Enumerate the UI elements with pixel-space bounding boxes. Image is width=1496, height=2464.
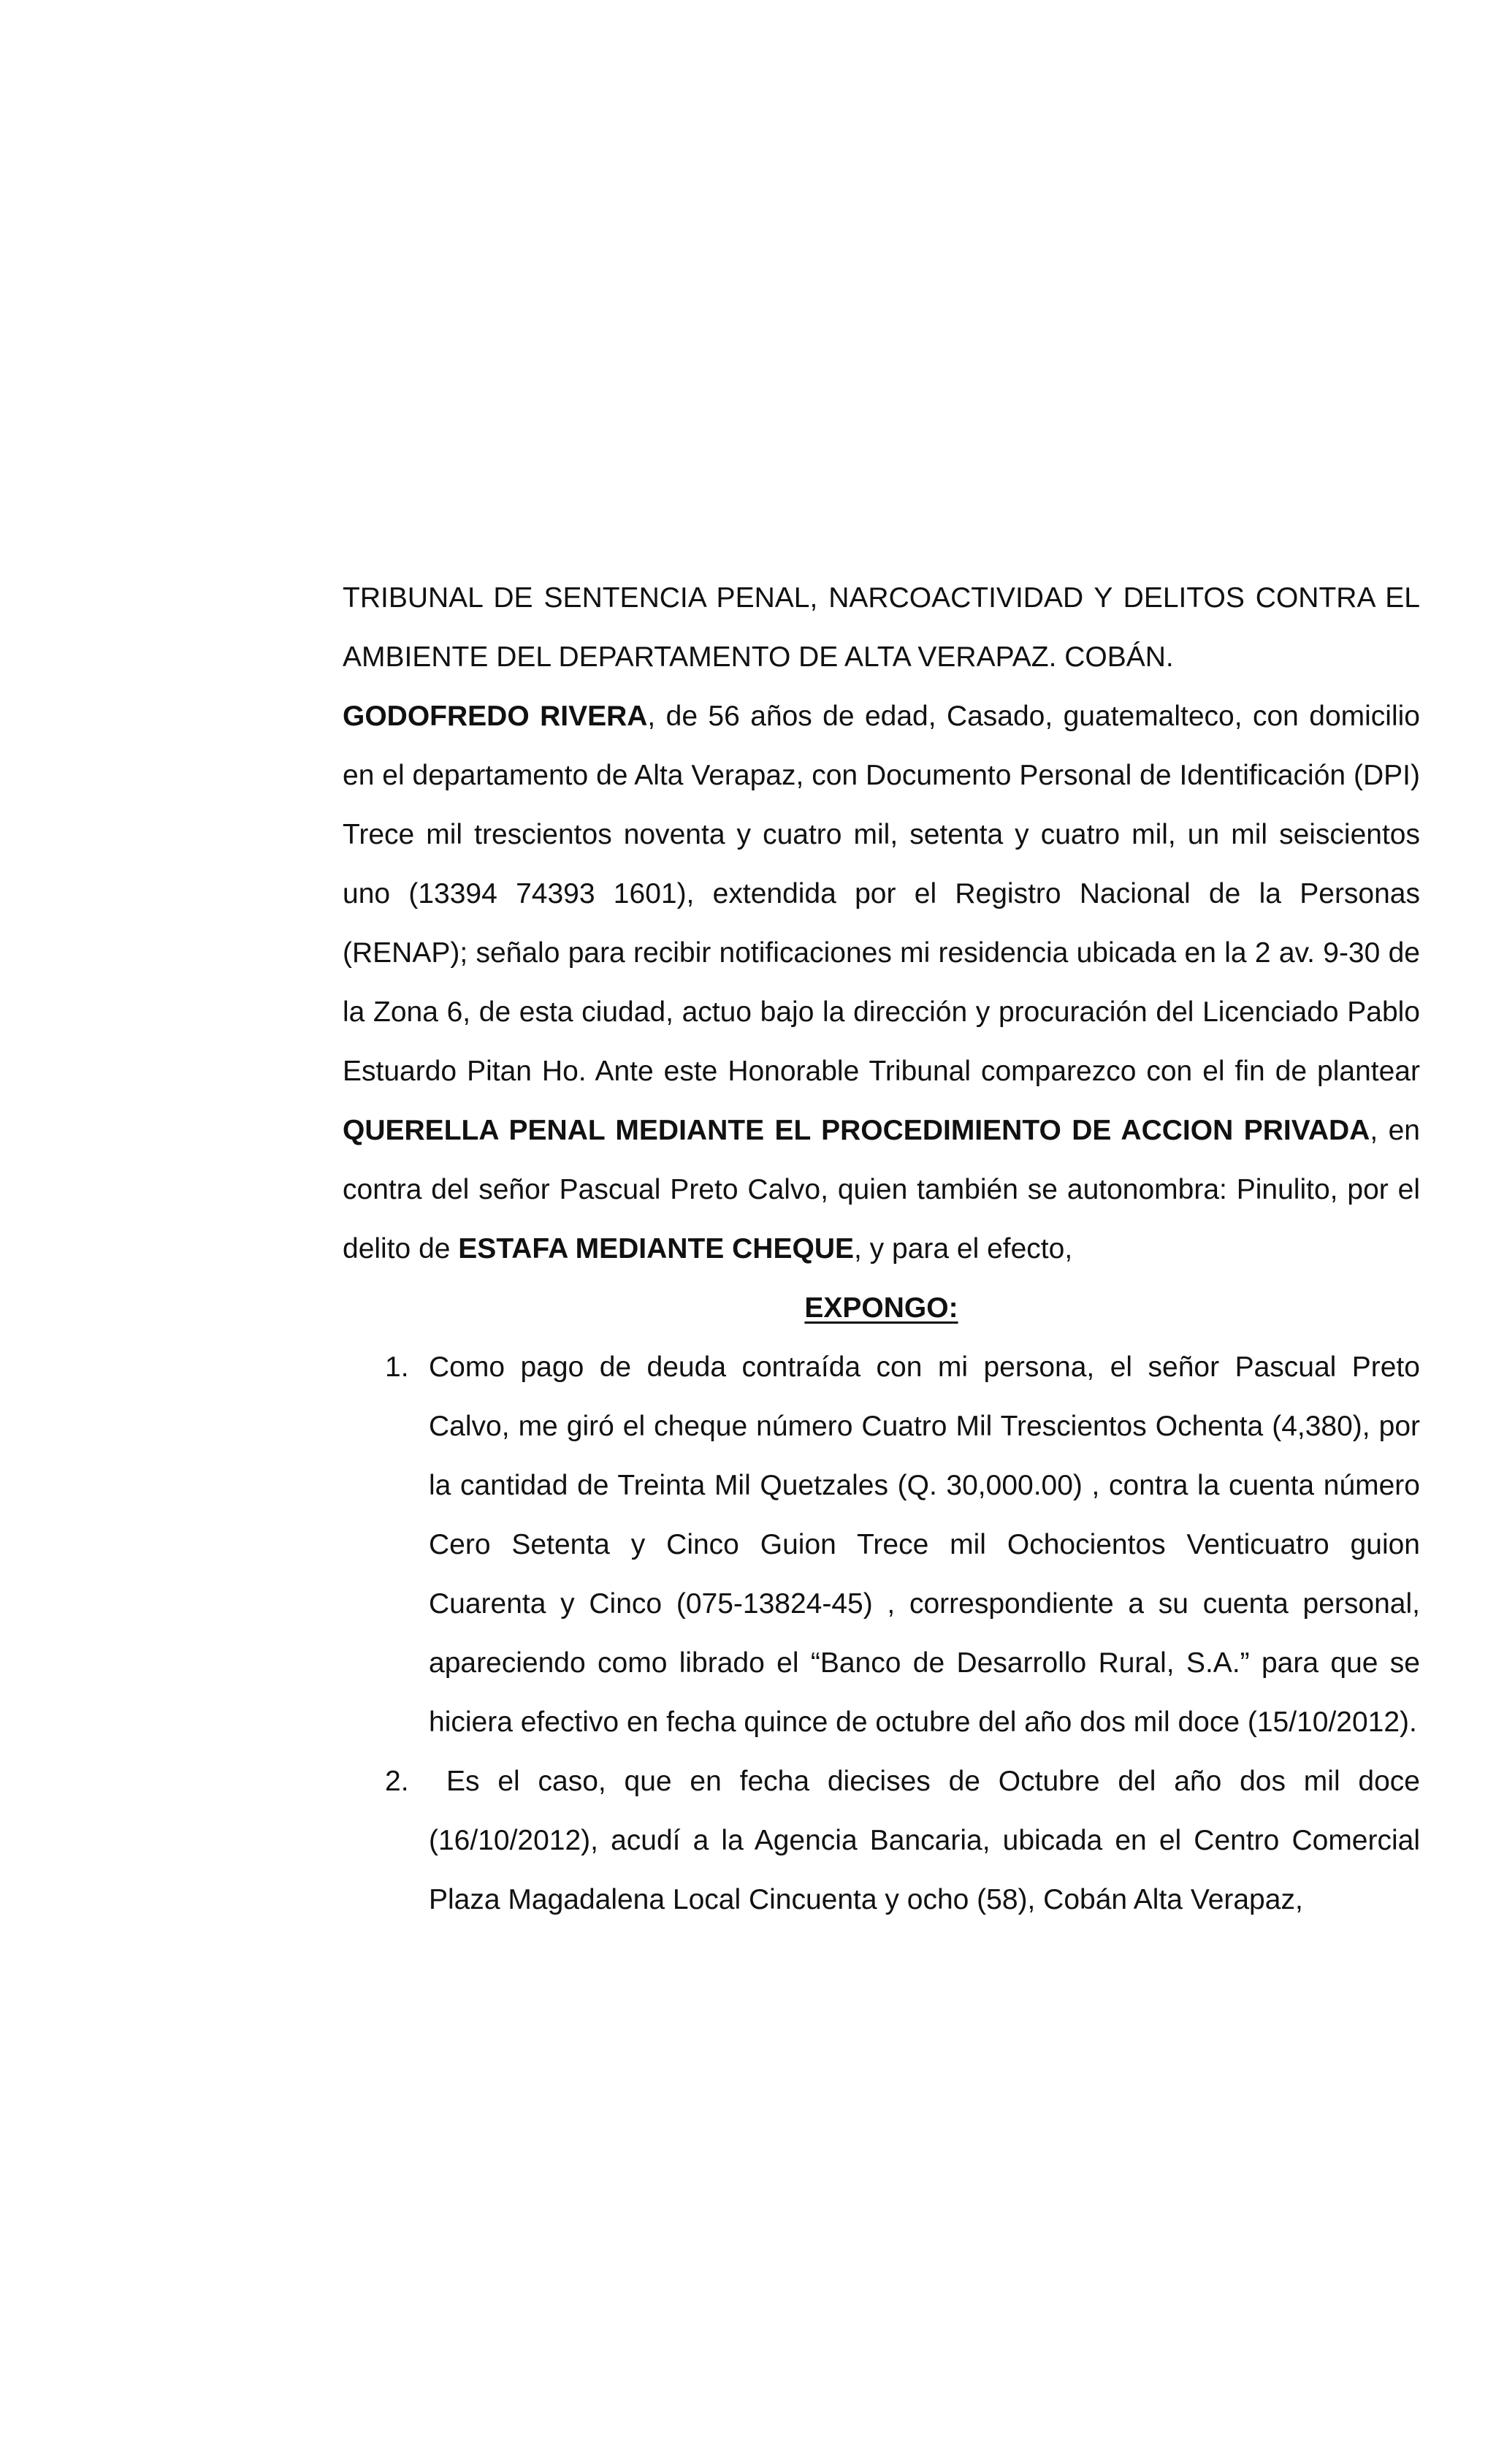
intro-paragraph [343,687,1420,1278]
facts-list [343,1338,1420,1929]
court-header-text: TRIBUNAL DE SENTENCIA PENAL, NARCOACTIVIDAD Y DELITOS CONTRA EL AMBIENTE DEL DEPARTAMENTO DE ALTA VERAPAZ. COBÁN. [343,582,1420,673]
list-item-text: Es el caso, que en fecha diecises de Octubre del año dos mil doce (16/10/2012), acudí a la Agencia Bancaria, ubicada en el Centro Comercial Plaza Magadalena Local Cincuenta y ocho (58), Cobán Alta Verapaz, [429,1766,1420,1915]
section-heading: EXPONGO: [804,1292,958,1324]
list-item-text: Como pago de deuda contraída con mi persona, el señor Pascual Preto Calvo, me giró el cheque número Cuatro Mil Trescientos Ochenta (4,380), por la cantidad de Treinta Mil Quetzales (Q. 30,000.00) , contra la cuenta número Cero Setenta y Cinco Guion Trece mil Ochocientos Venticuatro guion Cuarenta y Cinco (075-13824-45) , correspondiente a su cuenta personal, apareciendo como librado el “Banco de Desarrollo Rural, S.A.” para que se hiciera efectivo en fecha quince de octubre del año dos mil doce (15/10/2012). [429,1351,1420,1738]
plaintiff-name: GODOFREDO RIVERA [343,701,648,732]
document-body [343,568,1420,1929]
list-item [343,1752,1420,1929]
list-item-number: 2. [385,1766,409,1797]
list-item-number: 1. [385,1351,409,1383]
intro-text-2: , en contra del señor Pascual Preto Calvo, quien también se autonombra: Pinulito, por el delito de [343,1115,1420,1265]
intro-text-3: , y para el efecto, [854,1233,1073,1265]
court-header [343,568,1420,687]
action-title: QUERELLA PENAL MEDIANTE EL PROCEDIMIENTO DE ACCION PRIVADA [343,1115,1370,1146]
intro-text-1: , de 56 años de edad, Casado, guatemalteco, con domicilio en el departamento de Alta Verapaz, con Documento Personal de Identificación (DPI) Trece mil trescientos noventa y cuatro mil, setenta y cuatro mil, un mil seiscientos uno (13394 74393 1601), extendida por el Registro Nacional de la Personas (RENAP); señalo para recibir notificaciones mi residencia ubicada en la 2 av. 9-30 de la Zona 6, de esta ciudad, actuo bajo la dirección y procuración del Licenciado Pablo Estuardo Pitan Ho. Ante este Honorable Tribunal comparezco con el fin de plantear [343,701,1420,1087]
list-item [343,1338,1420,1752]
crime-title: ESTAFA MEDIANTE CHEQUE [458,1233,854,1265]
